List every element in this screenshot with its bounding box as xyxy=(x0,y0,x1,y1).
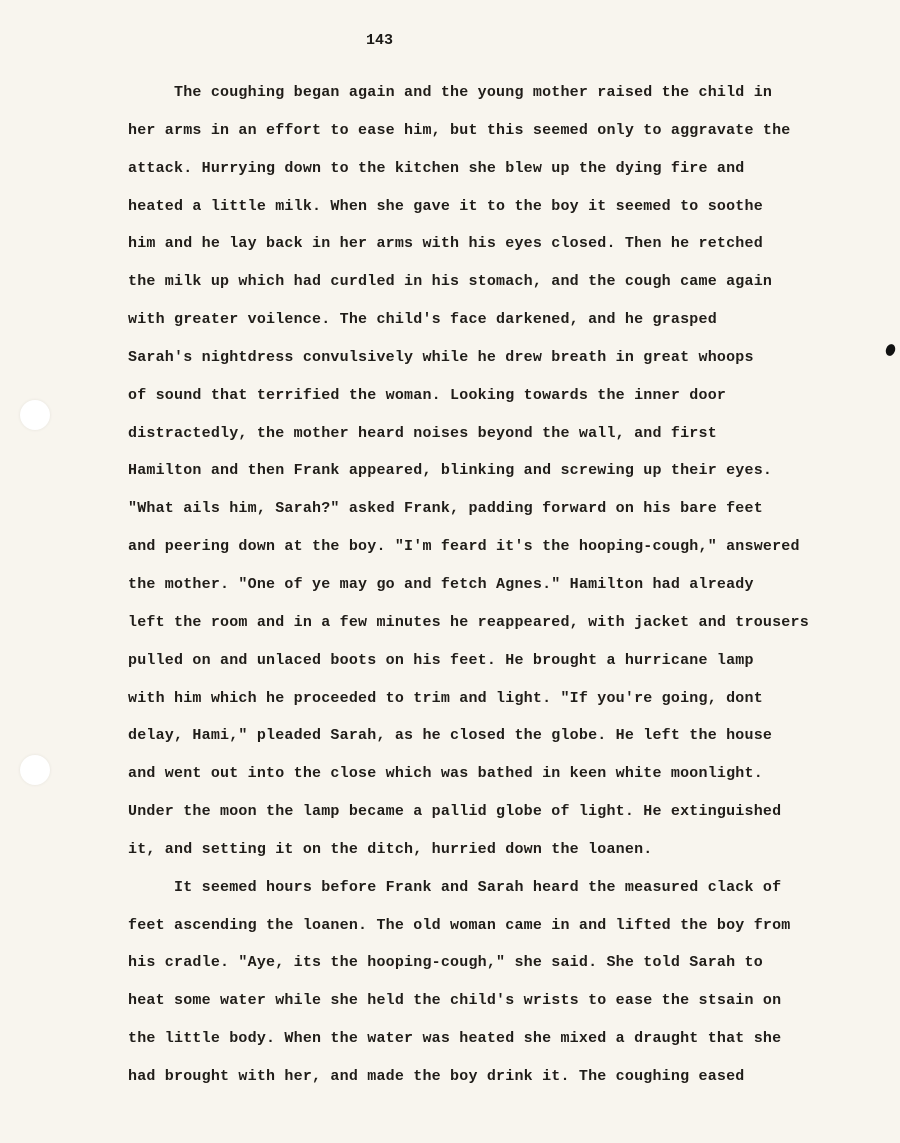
text-line: with greater voilence. The child's face darkened, and he grasped xyxy=(128,311,717,329)
text-line: had brought with her, and made the boy drink it. The coughing eased xyxy=(128,1067,745,1085)
text-line: attack. Hurrying down to the kitchen she blew up the dying fire and xyxy=(128,159,745,177)
text-line: and went out into the close which was bathed in keen white moonlight. xyxy=(128,765,763,783)
text-line: Under the moon the lamp became a pallid globe of light. He extinguished xyxy=(128,803,782,821)
ink-mark xyxy=(884,343,897,357)
text-line: feet ascending the loanen. The old woman came in and lifted the boy from xyxy=(128,916,791,934)
text-line: the milk up which had curdled in his stomach, and the cough came again xyxy=(128,273,773,291)
text-line: heat some water while she held the child's wrists to ease the stsain on xyxy=(128,992,782,1010)
text-line: pulled on and unlaced boots on his feet. He brought a hurricane lamp xyxy=(128,651,754,669)
text-line: left the room and in a few minutes he reappeared, with jacket and trousers xyxy=(128,613,809,631)
text-line: with him which he proceeded to trim and light. "If you're going, dont xyxy=(128,689,763,707)
binder-hole-upper xyxy=(20,400,50,430)
text-line: It seemed hours before Frank and Sarah heard the measured clack of xyxy=(128,878,782,896)
page-number: 143 xyxy=(366,32,394,49)
text-line: of sound that terrified the woman. Looking towards the inner door xyxy=(128,386,727,404)
text-line: heated a little milk. When she gave it to the boy it seemed to soothe xyxy=(128,197,763,215)
body-text xyxy=(128,74,848,1096)
text-line: Sarah's nightdress convulsively while he drew breath in great whoops xyxy=(128,348,754,366)
text-line: The coughing began again and the young mother raised the child in xyxy=(128,84,773,101)
text-line: distractedly, the mother heard noises beyond the wall, and first xyxy=(128,424,717,442)
text-line: the mother. "One of ye may go and fetch Agnes." Hamilton had already xyxy=(128,575,754,593)
text-line: "What ails him, Sarah?" asked Frank, padding forward on his bare feet xyxy=(128,500,763,518)
text-line: his cradle. "Aye, its the hooping-cough," she said. She told Sarah to xyxy=(128,954,763,972)
text-line: him and he lay back in her arms with his eyes closed. Then he retched xyxy=(128,235,763,253)
text-line: delay, Hami," pleaded Sarah, as he closed the globe. He left the house xyxy=(128,727,773,745)
text-line: the little body. When the water was heated she mixed a draught that she xyxy=(128,1030,782,1048)
text-line: Hamilton and then Frank appeared, blinking and screwing up their eyes. xyxy=(128,462,773,480)
text-line: her arms in an effort to ease him, but this seemed only to aggravate the xyxy=(128,121,791,139)
text-line: and peering down at the boy. "I'm feard it's the hooping-cough," answered xyxy=(128,538,800,556)
binder-hole-lower xyxy=(20,755,50,785)
text-line: it, and setting it on the ditch, hurried down the loanen. xyxy=(128,840,653,858)
